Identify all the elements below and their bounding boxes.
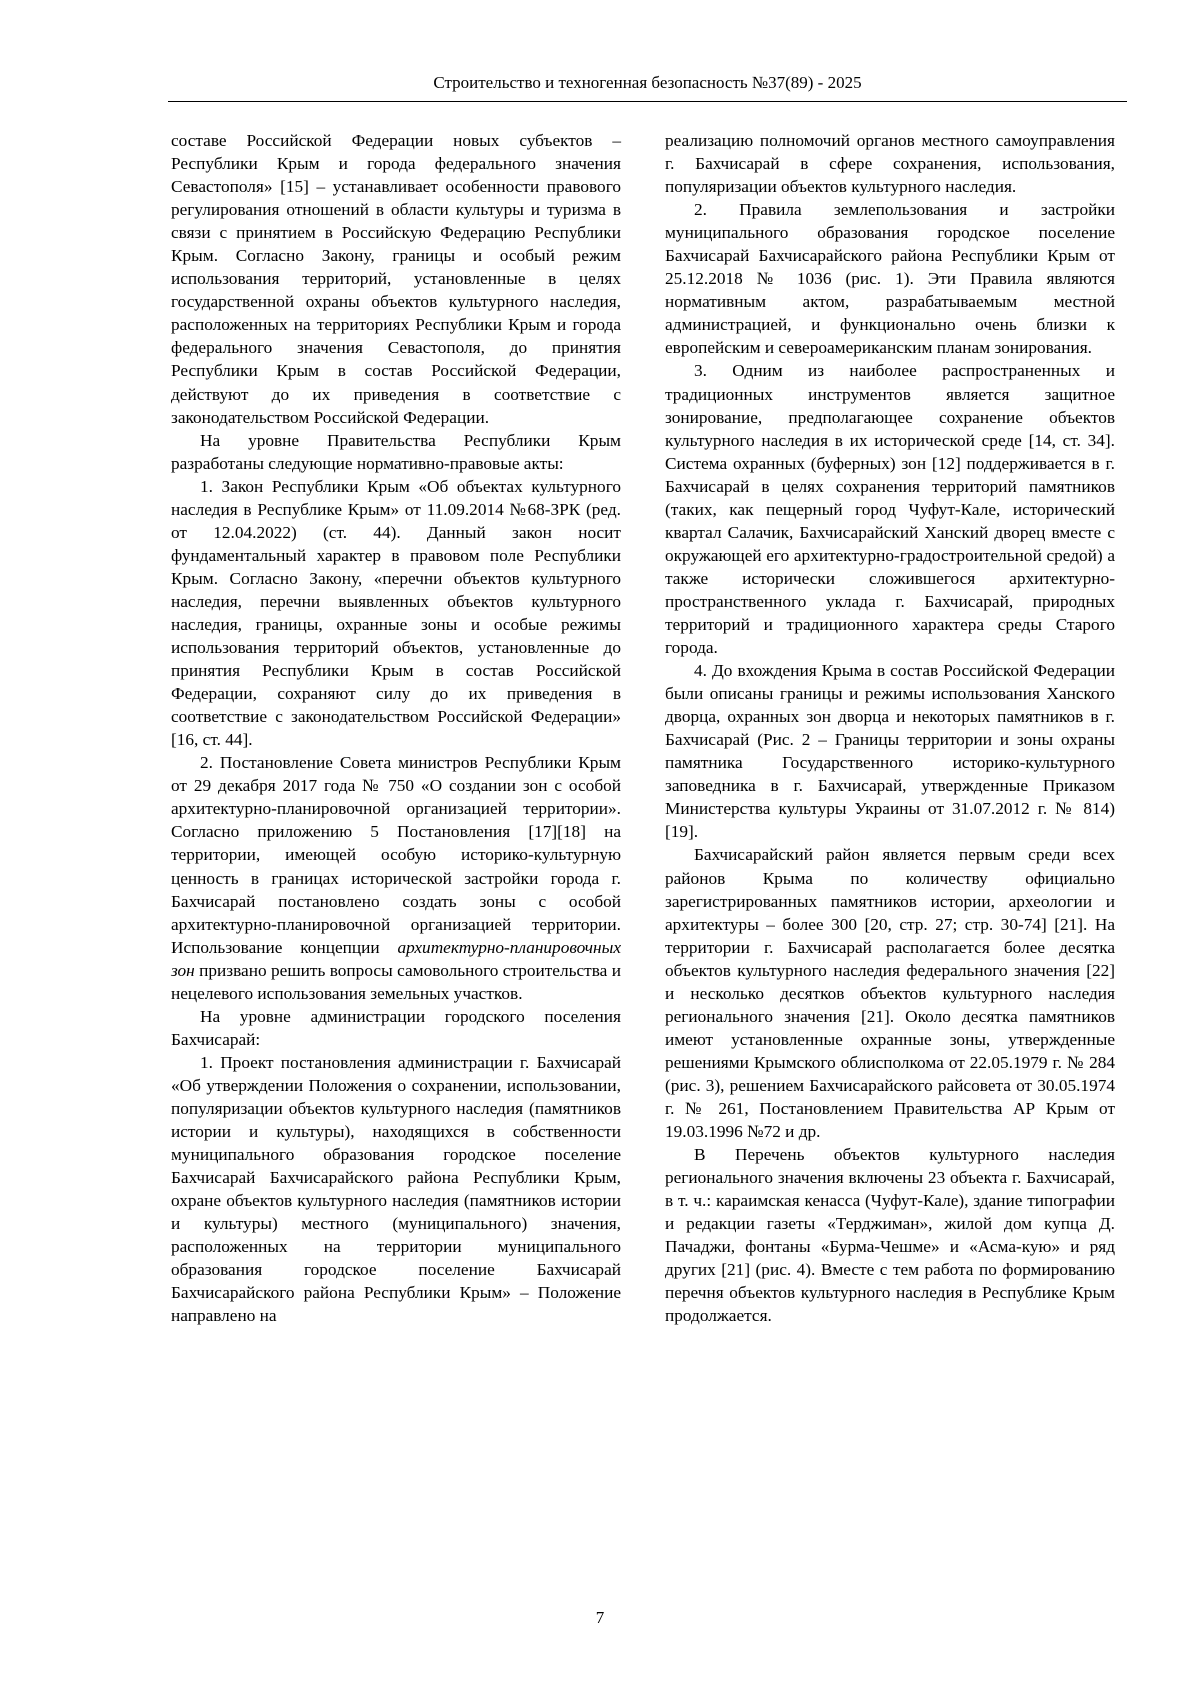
right-column [665,129,1115,1327]
paragraph: Бахчисарайский район является первым среди всех районов Крыма по количеству официально зарегистрированных памятников истории, археологии и архитектуры – более 300 [20, стр. 27; стр. 30-74] [21]. На территории г. Бахчисарай располагается более десятка объектов культурного наследия федерального значения [22] и несколько десятков объектов культурного наследия регионального значения [21]. Около десятка памятников имеют установленные охранные зоны, утвержденные решениями Крымского облисполкома от 22.05.1979 г. № 284 (рис. 3), решением Бахчисарайского райсовета от 30.05.1974 г. № 261, Постановлением Правительства АР Крым от 19.03.1996 №72 и др. [665,845,1115,1142]
left-column [171,129,621,1327]
paragraph: На уровне администрации городского поселения Бахчисарай: [171,1006,621,1049]
paragraph [171,751,621,1005]
paragraph: 4. До вхождения Крыма в состав Российской Федерации были описаны границы и режимы использования Ханского дворца, охранных зон дворца и некоторых памятников в г. Бахчисарай (Рис. 2 – Границы территории и зоны охраны памятника Государственного историко-культурного заповедника в г. Бахчисарай, утвержденные Приказом Министерства культуры Украины от 31.07.2012 г. № 814) [19]. [665,661,1115,842]
paragraph: 1. Закон Республики Крым «Об объектах культурного наследия в Республике Крым» от 11.09.2014 №68-ЗРК (ред. от 12.04.2022) (ст. 44). Данный закон носит фундаментальный характер в правовом поле Республики Крым. Согласно Закону, «перечни объектов культурного наследия, перечни выявленных объектов культурного наследия, границы, охранные зоны и особые режимы использования территорий объектов, установленные до принятия Республики Крым в состав Российской Федерации, сохраняют силу до их приведения в соответствие с законодательством Российской Федерации» [16, ст. 44]. [171,476,621,750]
paragraph: В Перечень объектов культурного наследия регионального значения включены 23 объекта г. Бахчисарай, в т. ч.: караимская кенасса (Чуфут-Кале), здание типографии и редакции газеты «Терджиман», жилой дом купца Д. Пачаджи, фонтаны «Бурма-Чешме» и «Асма-кую» и ряд других [21] (рис. 4). Вместе с тем работа по формированию перечня объектов культурного наследия в Республике Крым продолжается. [665,1145,1115,1326]
paragraph: 1. Проект постановления администрации г. Бахчисарай «Об утверждении Положения о сохранении, использовании, популяризации объектов культурного наследия (памятников истории и культуры), находящихся в собственности муниципального образования городское поселение Бахчисарай Бахчисарайского района Республики Крым, охране объектов культурного наследия (памятников истории и культуры) местного (муниципального) значения, расположенных на территории муниципального образования городское поселение Бахчисарай Бахчисарайского района Республики Крым» – Положение направлено на [171,1052,621,1326]
paragraph: На уровне Правительства Республики Крым разработаны следующие нормативно-правовые акты: [171,430,621,473]
paragraph: 2. Правила землепользования и застройки муниципального образования городское поселение Бахчисарай Бахчисарайского района Республики Крым от 25.12.2018 № 1036 (рис. 1). Эти Правила являются нормативным актом, разрабатываемым местной администрацией, и функционально очень близки к европейским и североамериканским планам зонирования. [665,200,1115,358]
text-run: 2. Постановление Совета министров Республики Крым от 29 декабря 2017 года № 750 «О создании зон с особой архитектурно-планировочной организацией территории». Согласно приложению 5 Постановления [17][18] на территории, имеющей особую историко-культурную ценность в границах исторической застройки города г. Бахчисарай постановлено создать зоны с особой архитектурно-планировочной организацией территории. Использование концепции [171,753,621,957]
italic-term: архитектурно-планировочных зон [171,937,621,980]
text-run: призвано решить вопросы самовольного строительства и нецелевого использования земельных участков. [171,960,621,1003]
paragraph: составе Российской Федерации новых субъектов – Республики Крым и города федерального значения Севастополя» [15] – устанавливает особенности правового регулирования отношений в области культуры и туризма в связи с принятием в Российскую Федерацию Республики Крым. Согласно Закону, границы и особый режим использования территорий, установленные в целях государственной охраны объектов культурного наследия, расположенных на территориях Республики Крым и города федерального значения Севастополя, до принятия Республики Крым в состав Российской Федерации, действуют до их приведения в соответствие с законодательством Российской Федерации. [171,131,621,427]
header-divider [168,101,1127,102]
page-number: 7 [595,1608,605,1627]
paragraph: 3. Одним из наиболее распространенных и традиционных инструментов является защитное зонирование, предполагающее сохранение объектов культурного наследия в их исторической среде [14, ст. 34]. Система охранных (буферных) зон [12] поддерживается в г. Бахчисарай в целях сохранения территорий памятников (таких, как пещерный город Чуфут-Кале, исторический квартал Салачик, Бахчисарайский Ханский дворец вместе с окружающей его архитектурно-градостроительной средой) а также исторически сложившегося архитектурно-пространственного уклада г. Бахчисарай, природных территорий и традиционного характера среды Старого города. [665,361,1115,658]
paragraph: реализацию полномочий органов местного самоуправления г. Бахчисарай в сфере сохранения, использования, популяризации объектов культурного наследия. [665,131,1115,197]
journal-header: Строительство и техногенная безопасность №37(89) - 2025 [433,73,862,92]
